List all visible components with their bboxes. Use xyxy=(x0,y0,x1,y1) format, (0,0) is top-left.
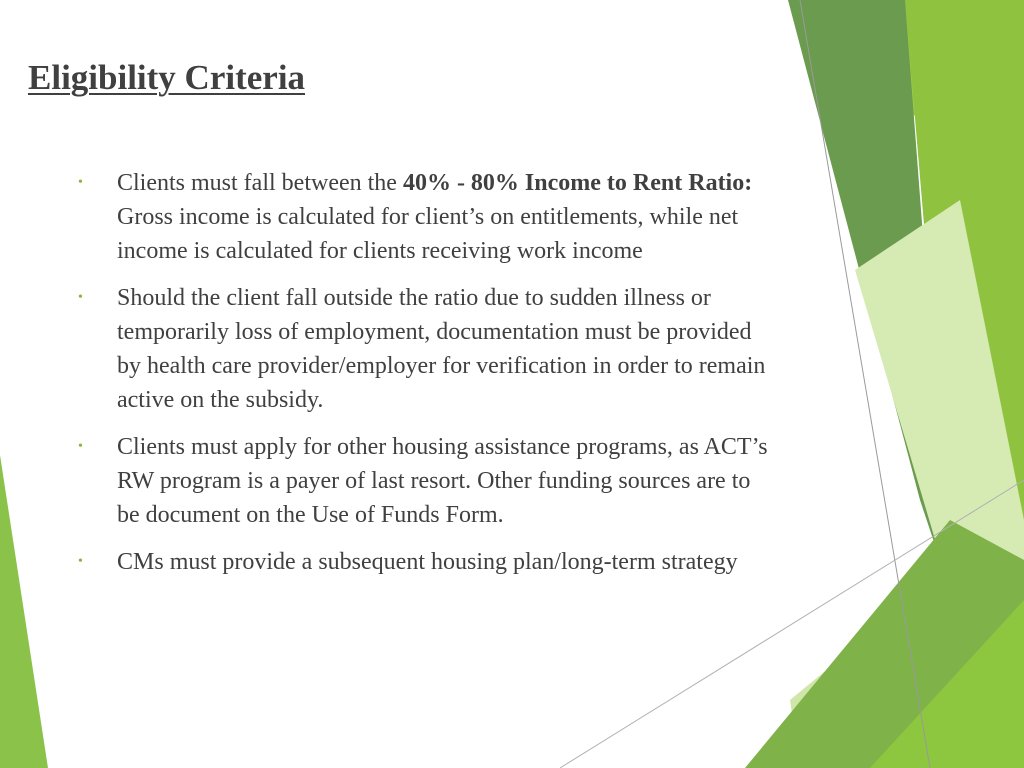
bullet-item xyxy=(78,166,768,268)
bullet-item xyxy=(78,430,768,532)
bullet-item xyxy=(78,281,768,417)
bullet-marker: • xyxy=(78,439,83,454)
bullet-text-bold: 40% - 80% Income to Rent Ratio: xyxy=(402,170,753,196)
bullet-marker: • xyxy=(78,290,83,305)
bullet-list xyxy=(78,166,768,592)
bullet-text: CMs must provide a subsequent housing plan/long-term strategy xyxy=(117,549,738,575)
bullet-text: Clients must apply for other housing assistance programs, as ACT’s RW program is a payer of last resort. Other funding sources are to be document on the Use of Funds Form. xyxy=(117,434,768,528)
bullet-item xyxy=(78,545,768,579)
bullet-text xyxy=(117,170,752,264)
bullet-text: Should the client fall outside the ratio due to sudden illness or temporarily loss of employment, documentation must be provided by health care provider/employer for verification in order to remain active on the subsidy. xyxy=(117,285,766,413)
bullet-marker: • xyxy=(78,554,83,569)
bullet-text-lead: Clients must fall between the xyxy=(117,170,403,196)
bullet-marker: • xyxy=(78,175,83,190)
bullet-text-rest: Gross income is calculated for client’s on entitlements, while net income is calculated for clients receiving work income xyxy=(117,204,739,264)
slide-title: Eligibility Criteria xyxy=(28,58,306,97)
